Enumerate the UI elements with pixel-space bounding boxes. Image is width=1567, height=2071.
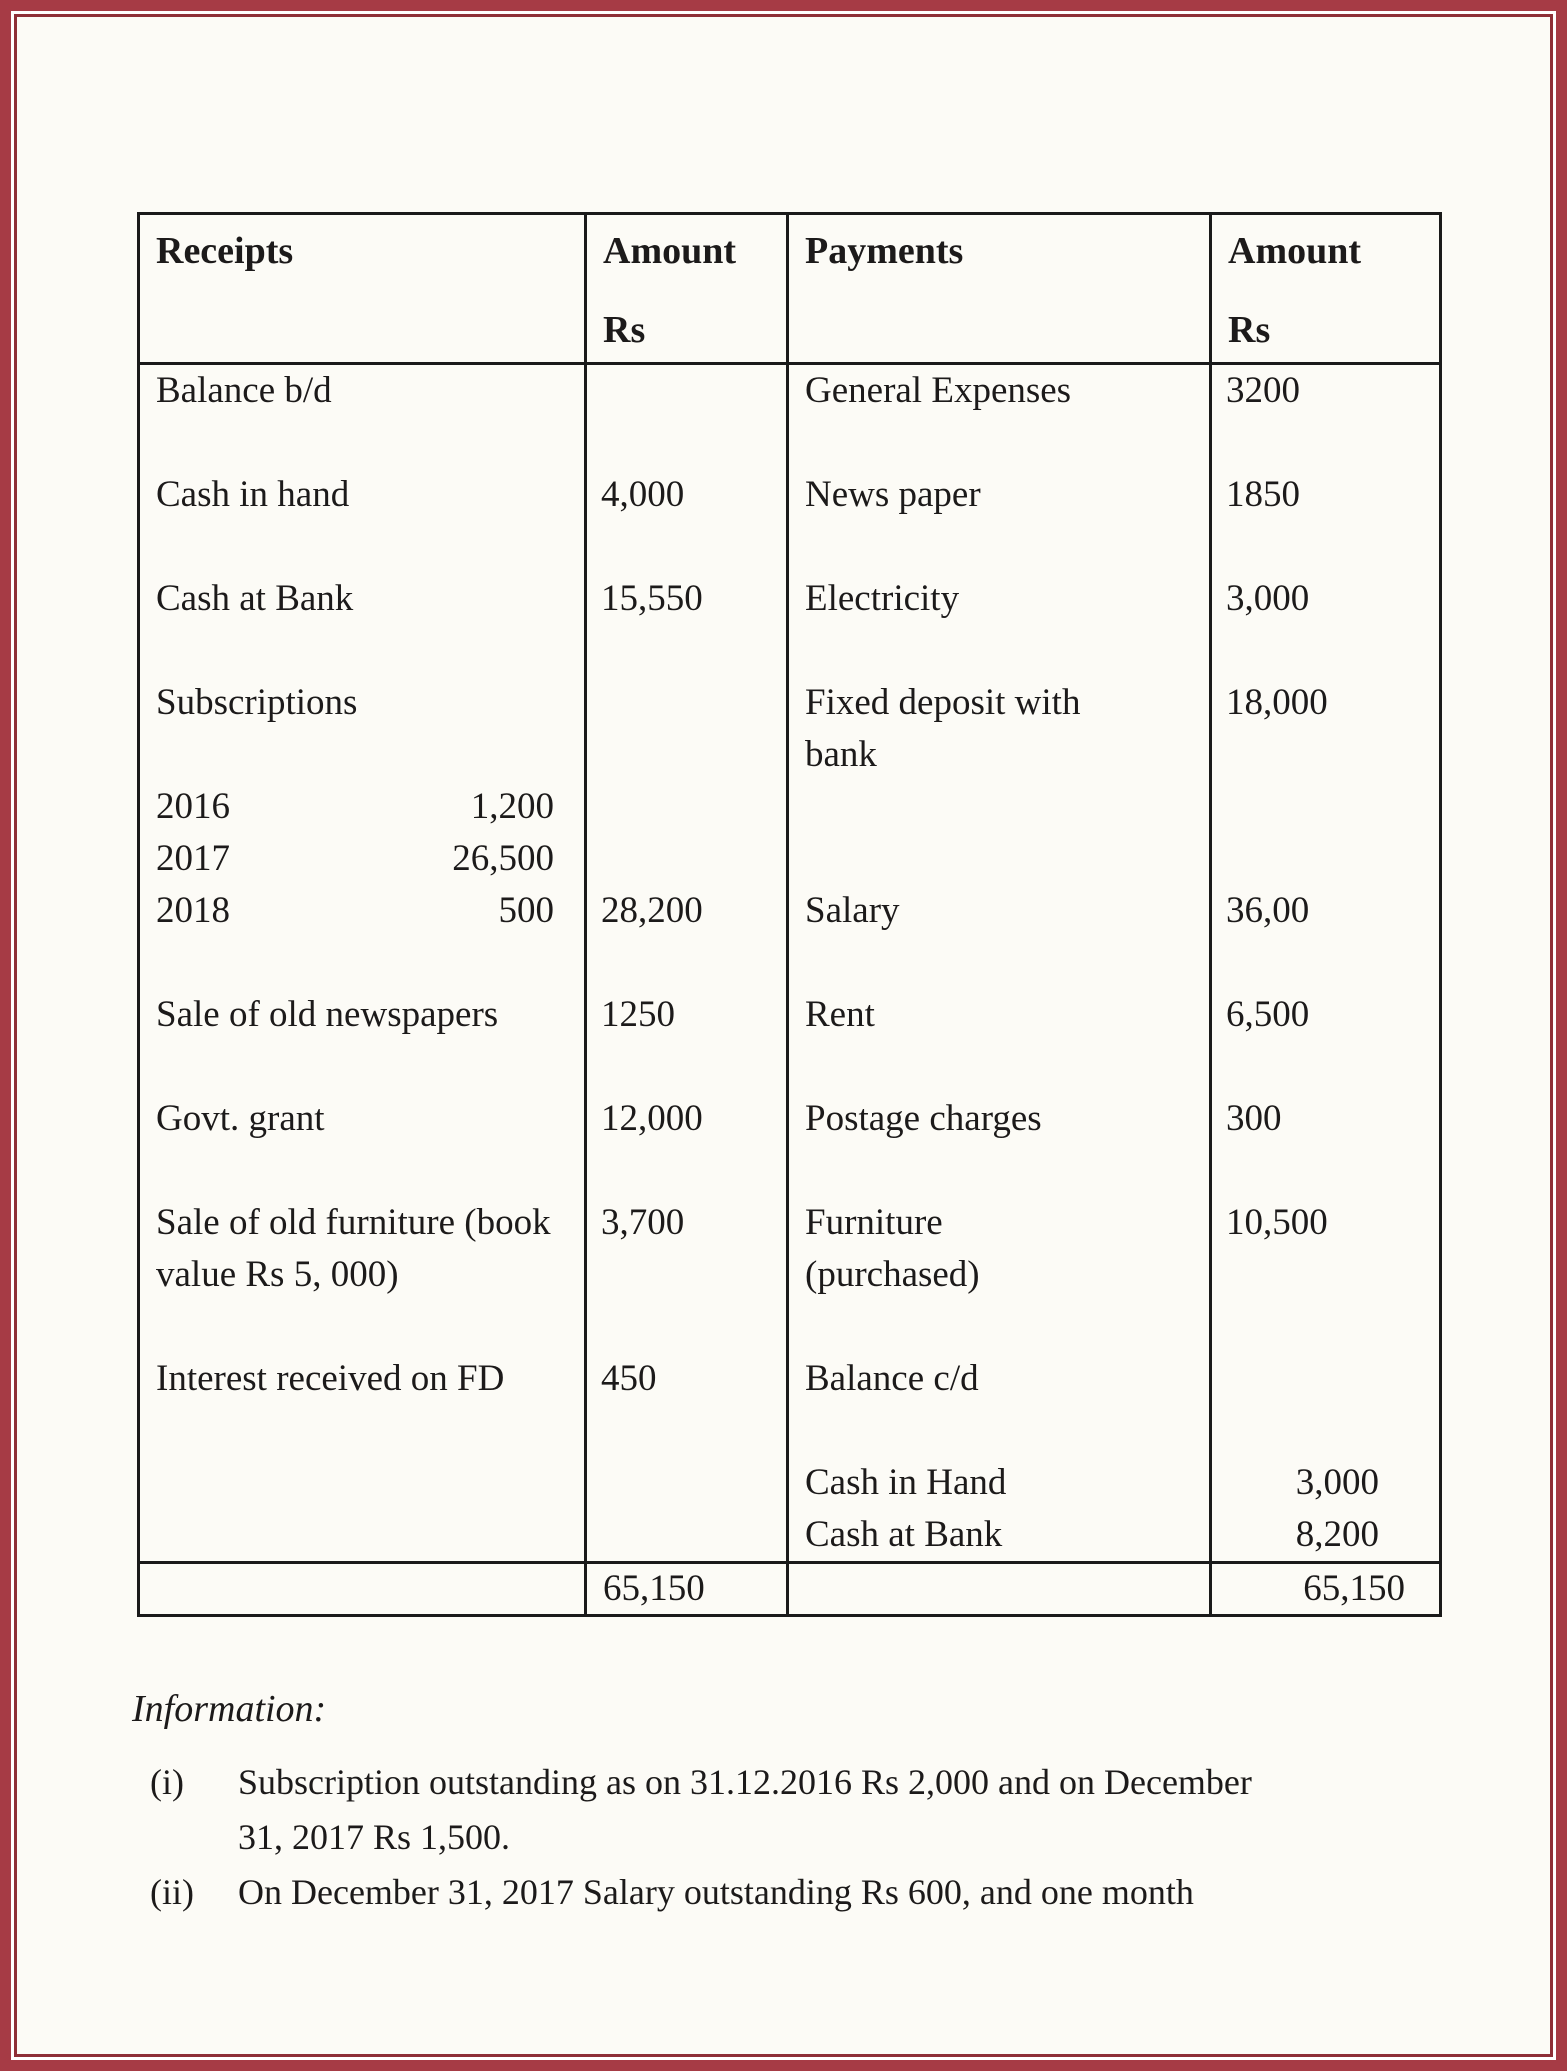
payment-amount: 1850: [1226, 474, 1300, 515]
information-item-marker: (i): [150, 1762, 184, 1802]
payment-amount-cash-in-hand: 3,000: [1295, 1462, 1379, 1503]
payment-cash-in-hand: Cash in Hand: [805, 1462, 1007, 1503]
receipt-sale-old-furniture: Sale of old furniture (book value Rs 5, 000): [156, 1202, 551, 1295]
subscription-year-amount: 1,200: [470, 786, 554, 827]
receipt-amount: 28,200: [601, 890, 703, 931]
information-list: [132, 1755, 1550, 1920]
header-rs-right-label: Rs: [1228, 309, 1271, 351]
payment-amount: 10,500: [1226, 1202, 1328, 1243]
receipts-column: [140, 365, 587, 1561]
receipts-payments-table: [137, 212, 1442, 1617]
information-item-text: Subscription outstanding as on 31.12.2016 Rs 2,000 and on December 31, 2017 Rs 1,500.: [238, 1762, 1252, 1857]
information-item: [132, 1865, 1550, 1920]
payment-amount: 6,500: [1226, 994, 1310, 1035]
paper: [17, 17, 1550, 2054]
receipt-cash-in-hand: Cash in hand: [156, 474, 350, 515]
payments-column: [789, 365, 1212, 1561]
subscription-year: 2017: [156, 838, 230, 879]
receipt-amount: 4,000: [601, 474, 685, 515]
receipt-amount: 3,700: [601, 1202, 685, 1243]
receipt-amount: 450: [601, 1358, 657, 1399]
payment-postage-charges: Postage charges: [805, 1098, 1042, 1139]
payment-cash-at-bank: Cash at Bank: [805, 1514, 1003, 1555]
header-receipts: [140, 215, 587, 362]
total-receipts: 65,150: [587, 1564, 789, 1614]
receipt-amount: 12,000: [601, 1098, 703, 1139]
information-item: [132, 1755, 1550, 1865]
payment-rent: Rent: [805, 994, 875, 1035]
header-amount-left-label: Amount: [603, 230, 737, 272]
header-amount-left: [587, 215, 789, 362]
payment-salary: Salary: [805, 890, 900, 931]
subscription-year-row: [140, 781, 584, 833]
subscription-year: 2018: [156, 890, 230, 931]
payment-amount: 3200: [1226, 370, 1300, 411]
header-payments: [789, 215, 1212, 362]
payment-balance-cd: Balance c/d: [805, 1358, 979, 1399]
receipt-interest-fd: Interest received on FD: [156, 1358, 505, 1399]
header-amount-right: [1212, 215, 1439, 362]
receipt-sale-old-newspapers: Sale of old newspapers: [156, 994, 499, 1035]
receipt-amount: 1250: [601, 994, 675, 1035]
payments-amount-column: [1212, 365, 1439, 1561]
payment-general-expenses: General Expenses: [805, 370, 1072, 411]
information-heading: Information:: [132, 1688, 327, 1730]
table-header-row: [140, 215, 1439, 365]
receipt-cash-at-bank: Cash at Bank: [156, 578, 354, 619]
payment-amount-cash-at-bank: 8,200: [1295, 1514, 1379, 1555]
table-body: [140, 365, 1439, 1561]
subscription-year-amount: 26,500: [452, 838, 554, 879]
subscription-year-row: [140, 885, 584, 937]
subscription-year-amount: 500: [498, 890, 554, 931]
information-item-text: On December 31, 2017 Salary outstanding Rs 600, and one month: [238, 1872, 1194, 1912]
table-totals-row: [140, 1561, 1439, 1614]
payment-amount: 18,000: [1226, 682, 1328, 723]
payment-news-paper: News paper: [805, 474, 981, 515]
receipt-subscriptions: Subscriptions: [156, 682, 358, 723]
payment-fixed-deposit: Fixed deposit with bank: [805, 682, 1081, 775]
receipt-amount: 15,550: [601, 578, 703, 619]
subscription-year: 2016: [156, 786, 230, 827]
payment-amount: 300: [1226, 1098, 1282, 1139]
receipts-amount-column: [587, 365, 789, 1561]
receipt-balance-bd: Balance b/d: [156, 370, 332, 411]
receipt-govt-grant: Govt. grant: [156, 1098, 325, 1139]
header-amount-right-label: Amount: [1228, 230, 1362, 272]
header-receipts-label: Receipts: [156, 230, 294, 272]
payment-furniture-purchased: Furniture (purchased): [805, 1202, 980, 1295]
information-item-marker: (ii): [150, 1872, 194, 1912]
header-payments-label: Payments: [805, 230, 964, 272]
header-rs-left-label: Rs: [603, 309, 646, 351]
payment-amount: 36,00: [1226, 890, 1310, 931]
payment-electricity: Electricity: [805, 578, 960, 619]
total-payments: 65,150: [1303, 1568, 1405, 1609]
payment-amount: 3,000: [1226, 578, 1310, 619]
subscription-year-row: [140, 833, 584, 885]
